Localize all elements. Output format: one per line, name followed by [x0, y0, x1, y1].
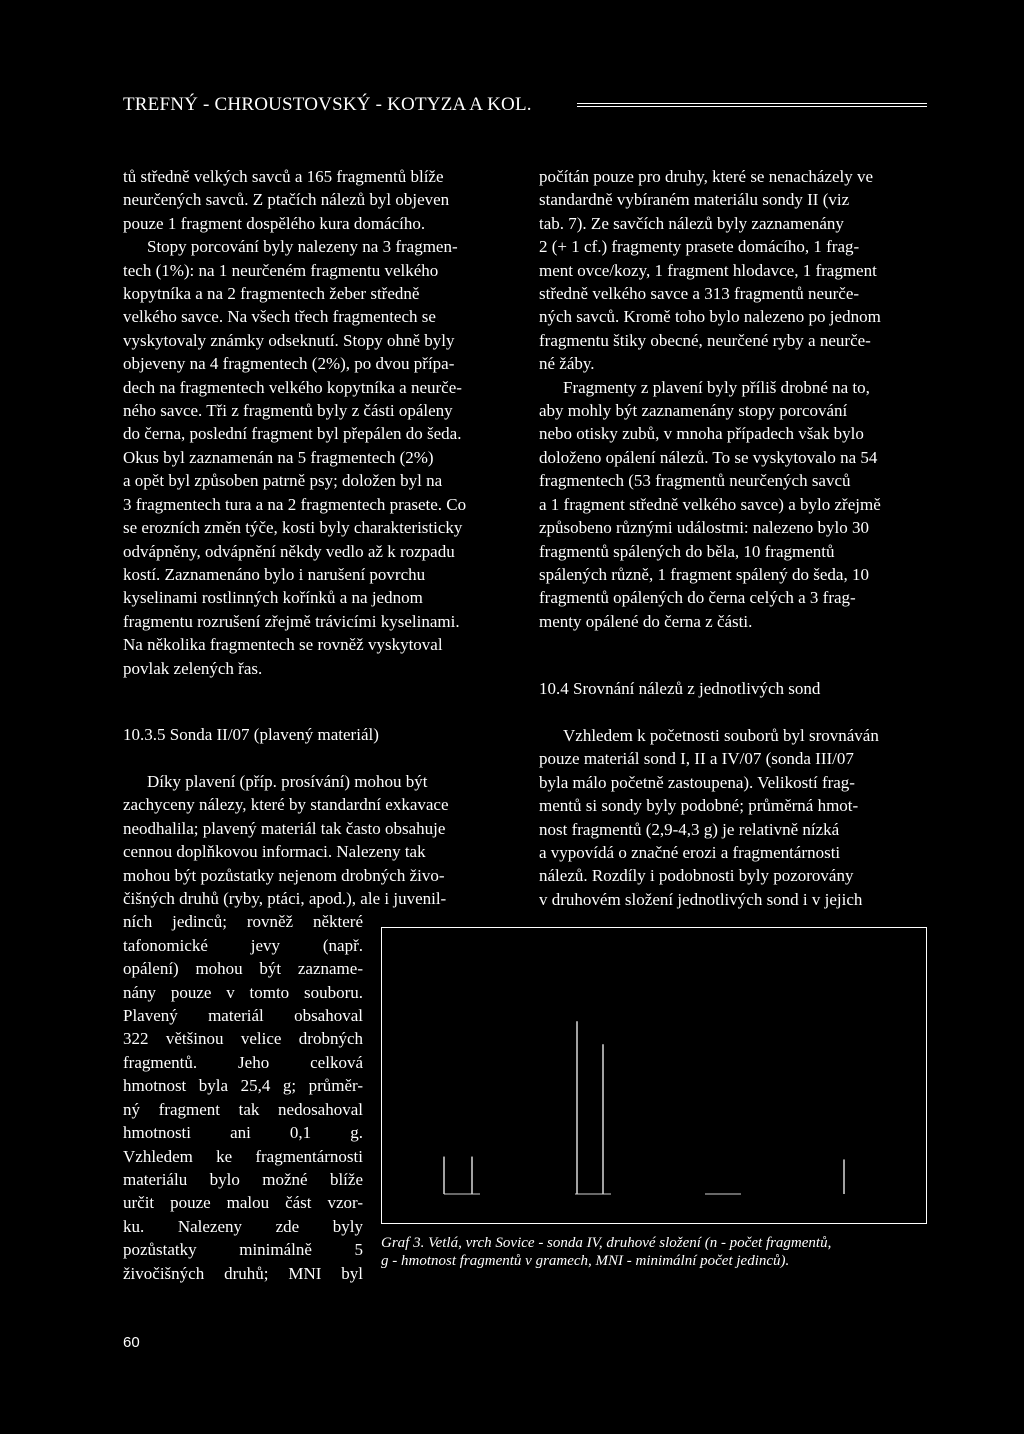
- left-column: [123, 165, 516, 680]
- right-text-line: fragmentů opálených do černa celých a 3 frag-: [539, 588, 856, 608]
- left-text-line: vyskytovaly známky odseknutí. Stopy ohně byly: [123, 330, 455, 350]
- left-wrap-line: hmotnosti ani 0,1 g.: [123, 1123, 363, 1143]
- right-section-line: Vzhledem k početnosti souborů byl srovnáván: [563, 726, 879, 745]
- right-section-line: v druhovém složení jednotlivých sond i v jejich: [539, 889, 863, 909]
- right-text-line: počítán pouze pro druhy, které se nenacházely ve: [539, 167, 874, 186]
- running-head: TREFNÝ - CHROUSTOVSKÝ - KOTYZA A KOL.: [123, 94, 532, 115]
- right-text-line: né žáby.: [539, 354, 595, 374]
- left-wrap-line: pozůstatky minimálně 5: [123, 1240, 363, 1260]
- left-text-line: se erozních změn týče, kosti byly charakteristicky: [123, 518, 463, 538]
- left-text-line: tech (1%): na 1 neurčeném fragmentu velkého: [123, 260, 439, 280]
- left-text-line: odvápněny, odvápnění někdy vedlo až k rozpadu: [123, 541, 455, 561]
- left-wrap-line: Plavený materiál obsahoval: [123, 1006, 363, 1026]
- right-text-line: 2 (+ 1 cf.) fragmenty prasete domácího, 1 frag-: [539, 237, 860, 257]
- right-text-line: menty opálené do černa z části.: [539, 611, 753, 631]
- left-text-line: Na několika fragmentech se rovněž vyskytoval: [123, 635, 443, 655]
- left-wrap-line: Vzhledem ke fragmentárnosti: [123, 1146, 363, 1166]
- right-text-line: fragmentu štiky obecné, neurčené ryby a neurče-: [539, 330, 871, 350]
- right-text-line: nebo otisky zubů, v mnoha případech však bylo: [539, 424, 864, 444]
- left-text-line: kopytníka a na 2 fragmentech žeber středně: [123, 284, 420, 304]
- left-text-line: kyselinami rostlinných kořínků a na jednom: [123, 588, 423, 608]
- left-wrap-line: materiálu bylo možné blíže: [123, 1169, 363, 1189]
- left-section-line: mohou být pozůstatky nejenom drobných živo-: [123, 865, 445, 885]
- left-text-line: Okus byl zaznamenán na 5 fragmentech (2%): [123, 447, 434, 467]
- left-wrap-line: 322 většinou velice drobných: [123, 1029, 363, 1049]
- left-text-line: povlak zelených řas.: [123, 658, 263, 678]
- right-text-line: ných savců. Kromě toho bylo nalezeno po jednom: [539, 307, 881, 327]
- left-wrap-line: živočišných druhů; MNI byl: [123, 1263, 363, 1283]
- left-text-line: a opět byl způsoben patrně psy; doložen byl na: [123, 471, 443, 491]
- left-text-line: fragmentu rozrušení zřejmě trávicími kyselinami.: [123, 611, 460, 631]
- left-wrap-line: opálení) mohou být zazname-: [123, 959, 363, 979]
- left-wrap-line: nány pouze v tomto souboru.: [123, 982, 363, 1002]
- right-text-line: středně velkého savce a 313 fragmentů neurče-: [539, 284, 860, 304]
- left-wrap-line: určit pouze malou část vzor-: [123, 1193, 363, 1213]
- left-wrap-line: fragmentů. Jeho celková: [123, 1052, 363, 1072]
- right-text-line: tab. 7). Ze savčích nálezů byly zaznamenány: [539, 213, 844, 233]
- right-column-section: [539, 724, 927, 911]
- left-text-line: Stopy porcování byly nalezeny na 3 fragmen-: [147, 237, 458, 257]
- section-heading-10-3-5: 10.3.5 Sonda II/07 (plavený materiál): [123, 725, 379, 744]
- left-text-line: tů středně velkých savců a 165 fragmentů blíže: [123, 167, 444, 186]
- left-section-line: neodhalila; plavený materiál tak často obsahuje: [123, 818, 446, 838]
- left-text-line: 3 fragmentech tura a na 2 fragmentech prasete. Co: [123, 494, 467, 514]
- left-text-line: pouze 1 fragment dospělého kura domácího.: [123, 213, 426, 233]
- right-text-line: aby mohly být zaznamenány stopy porcování: [539, 401, 848, 421]
- right-section-line: nálezů. Rozdíly i podobnosti byly pozorovány: [539, 866, 854, 886]
- right-text-line: doloženo opálení nálezů. To se vyskytovalo na 54: [539, 447, 878, 467]
- left-wrap-line: ný fragment tak nedosahoval: [123, 1099, 363, 1119]
- left-text-line: do černa, poslední fragment byl přepálen do šeda.: [123, 424, 462, 444]
- page-number: 60: [123, 1334, 140, 1351]
- right-text-line: způsobeno různými událostmi: nalezeno bylo 30: [539, 518, 870, 538]
- left-text-line: neurčených savců. Z ptačích nálezů byl objeven: [123, 190, 450, 210]
- left-text-line: objeveny na 4 fragmentech (2%), po dvou přípa-: [123, 354, 455, 374]
- right-text-line: Fragmenty z plavení byly příliš drobné na to,: [563, 377, 870, 397]
- right-text-line: spálených různě, 1 fragment spálený do šeda, 10: [539, 564, 869, 584]
- left-section-line: Díky plavení (příp. prosívání) mohou být: [147, 772, 428, 791]
- right-column: [539, 165, 927, 633]
- left-section-line: cennou doplňkovou informaci. Nalezeny tak: [123, 842, 426, 862]
- left-text-line: kostí. Zaznamenáno bylo i narušení povrchu: [123, 564, 426, 584]
- right-section-line: mentů si sondy byly podobné; průměrná hmot-: [539, 796, 859, 816]
- right-section-line: nost fragmentů (2,9-4,3 g) je relativně nízká: [539, 819, 840, 839]
- chart-frame: [381, 927, 927, 1224]
- right-section-line: byla málo početně zastoupena). Velikostí frag-: [539, 772, 855, 792]
- left-wrap-line: ních jedinců; rovněž některé: [123, 912, 363, 932]
- left-wrap-block: [123, 910, 363, 1285]
- right-section-line: a vypovídá o značné erozi a fragmentárnosti: [539, 843, 841, 863]
- left-section-line: zachyceny nálezy, které by standardní exkavace: [123, 795, 449, 815]
- figure-caption: [381, 1234, 941, 1270]
- left-wrap-line: ku. Nalezeny zde byly: [123, 1216, 363, 1236]
- right-text-line: fragmentů spálených do běla, 10 fragmentů: [539, 541, 835, 561]
- right-section-line: pouze materiál sond I, II a IV/07 (sonda III/07: [539, 749, 854, 769]
- left-text-line: ného savce. Tři z fragmentů byly z části opáleny: [123, 401, 453, 421]
- header-rule: [577, 103, 927, 107]
- left-wrap-line: tafonomické jevy (např.: [123, 935, 363, 955]
- left-text-line: velkého savce. Na všech třech fragmentech se: [123, 307, 436, 327]
- section-heading-10-4: 10.4 Srovnání nálezů z jednotlivých sond: [539, 679, 821, 698]
- left-text-line: dech na fragmentech velkého kopytníka a neurče-: [123, 377, 462, 397]
- right-text-line: a 1 fragment středně velkého savce) a bylo zřejmě: [539, 494, 881, 514]
- left-section-line: čišných druhů (ryby, ptáci, apod.), ale i juvenil-: [123, 889, 447, 909]
- chart-svg: [382, 928, 926, 1223]
- caption-line-1: Graf 3. Vetlá, vrch Sovice - sonda IV, druhové složení (n - počet fragmentů,: [381, 1235, 832, 1251]
- left-wrap-line: hmotnost byla 25,4 g; průměr-: [123, 1076, 363, 1096]
- caption-line-2: g - hmotnost fragmentů v gramech, MNI - minimální počet jedinců).: [381, 1253, 790, 1269]
- right-text-line: ment ovce/kozy, 1 fragment hlodavce, 1 fragment: [539, 260, 877, 280]
- right-text-line: fragmentech (53 fragmentů neurčených savců: [539, 471, 851, 491]
- right-text-line: standardně vybíraném materiálu sondy II (viz: [539, 190, 850, 210]
